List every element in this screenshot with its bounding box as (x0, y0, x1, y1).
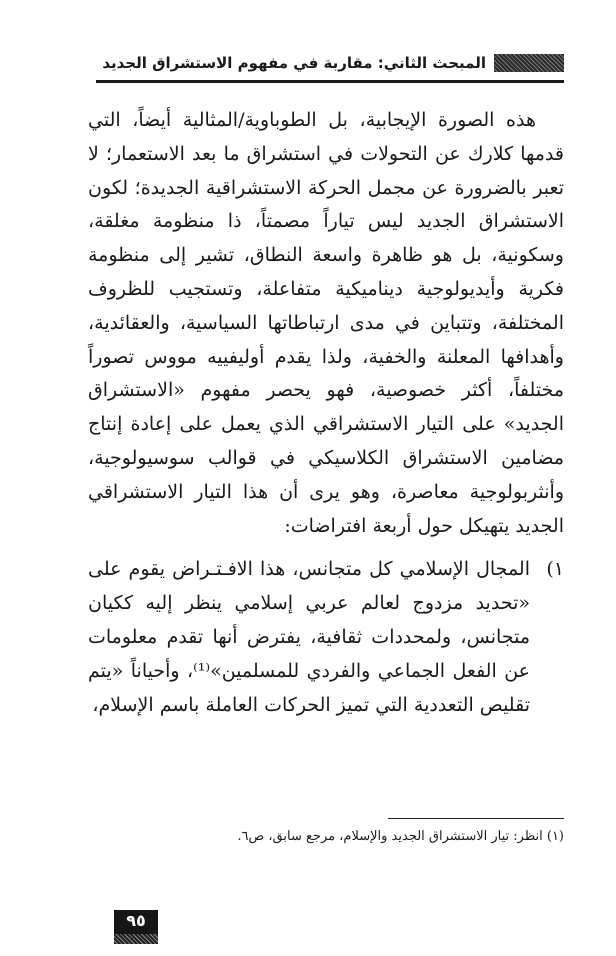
header-title: المبحث الثاني: مقاربة في مفهوم الاستشراق الجديد (102, 54, 486, 72)
footnote: (١) انظر: تيار الاستشراق الجديد والإسلام، مرجع سابق، ص٦. (237, 829, 564, 844)
list-text: المجال الإسلامي كل متجانس، هذا الافـتـراض يقوم على «تحديد مزدوج لعالم عربي إسلامي ينظر إليه ككيان متجانس، ولمحددات ثقافية، يفترض أنها تقدم معلومات عن الفعل الجماعي والفردي للمسلمين»⁽¹⁾، وأحياناً «يتم تقليص التعددية التي تميز الحركات العاملة باسم الإسلام، (88, 558, 530, 716)
header-rule (96, 80, 564, 83)
page-number: ٩٥ (126, 911, 146, 930)
body-text (88, 104, 564, 722)
header-hatch-bar (494, 54, 564, 72)
page-number-hatch (114, 934, 158, 944)
page-number-box (114, 910, 158, 944)
footnote-rule (388, 818, 564, 819)
list-number: ١) (546, 558, 564, 581)
list-item (88, 553, 564, 722)
paragraph: هذه الصورة الإيجابية، بل الطوباوية/المثالية أيضاً، التي قدمها كلارك عن التحولات في استشراق ما بعد الاستعمار؛ لا تعبر بالضرورة عن مجمل الحركة الاستشراقية الجديدة؛ لكون الاستشراق الجديد ليس تياراً مصمتاً، ذا منظومة مغلقة، وسكونية، بل هو ظاهرة واسعة النطاق، تشير إلى منظومة فكرية وأيديولوجية ديناميكية متفاعلة، وتستجيب للظروف المختلفة، وتتباين في مدى ارتباطاتها السياسية، والعقائدية، وأهدافها المعلنة والخفية، ولذا يقدم أوليفييه مووس تصوراً مختلفاً، أكثر خصوصية، فهو يحصر مفهوم «الاستشراق الجديد» على التيار الاستشراقي الذي يعمل على إعادة إنتاج مضامين الاستشراق الكلاسيكي في قوالب سوسيولوجية، وأنثربولوجية معاصرة، وهو يرى أن هذا التيار الاستشراقي الجديد يتهيكل حول أربعة افتراضات: (88, 109, 564, 537)
running-header (96, 50, 564, 76)
